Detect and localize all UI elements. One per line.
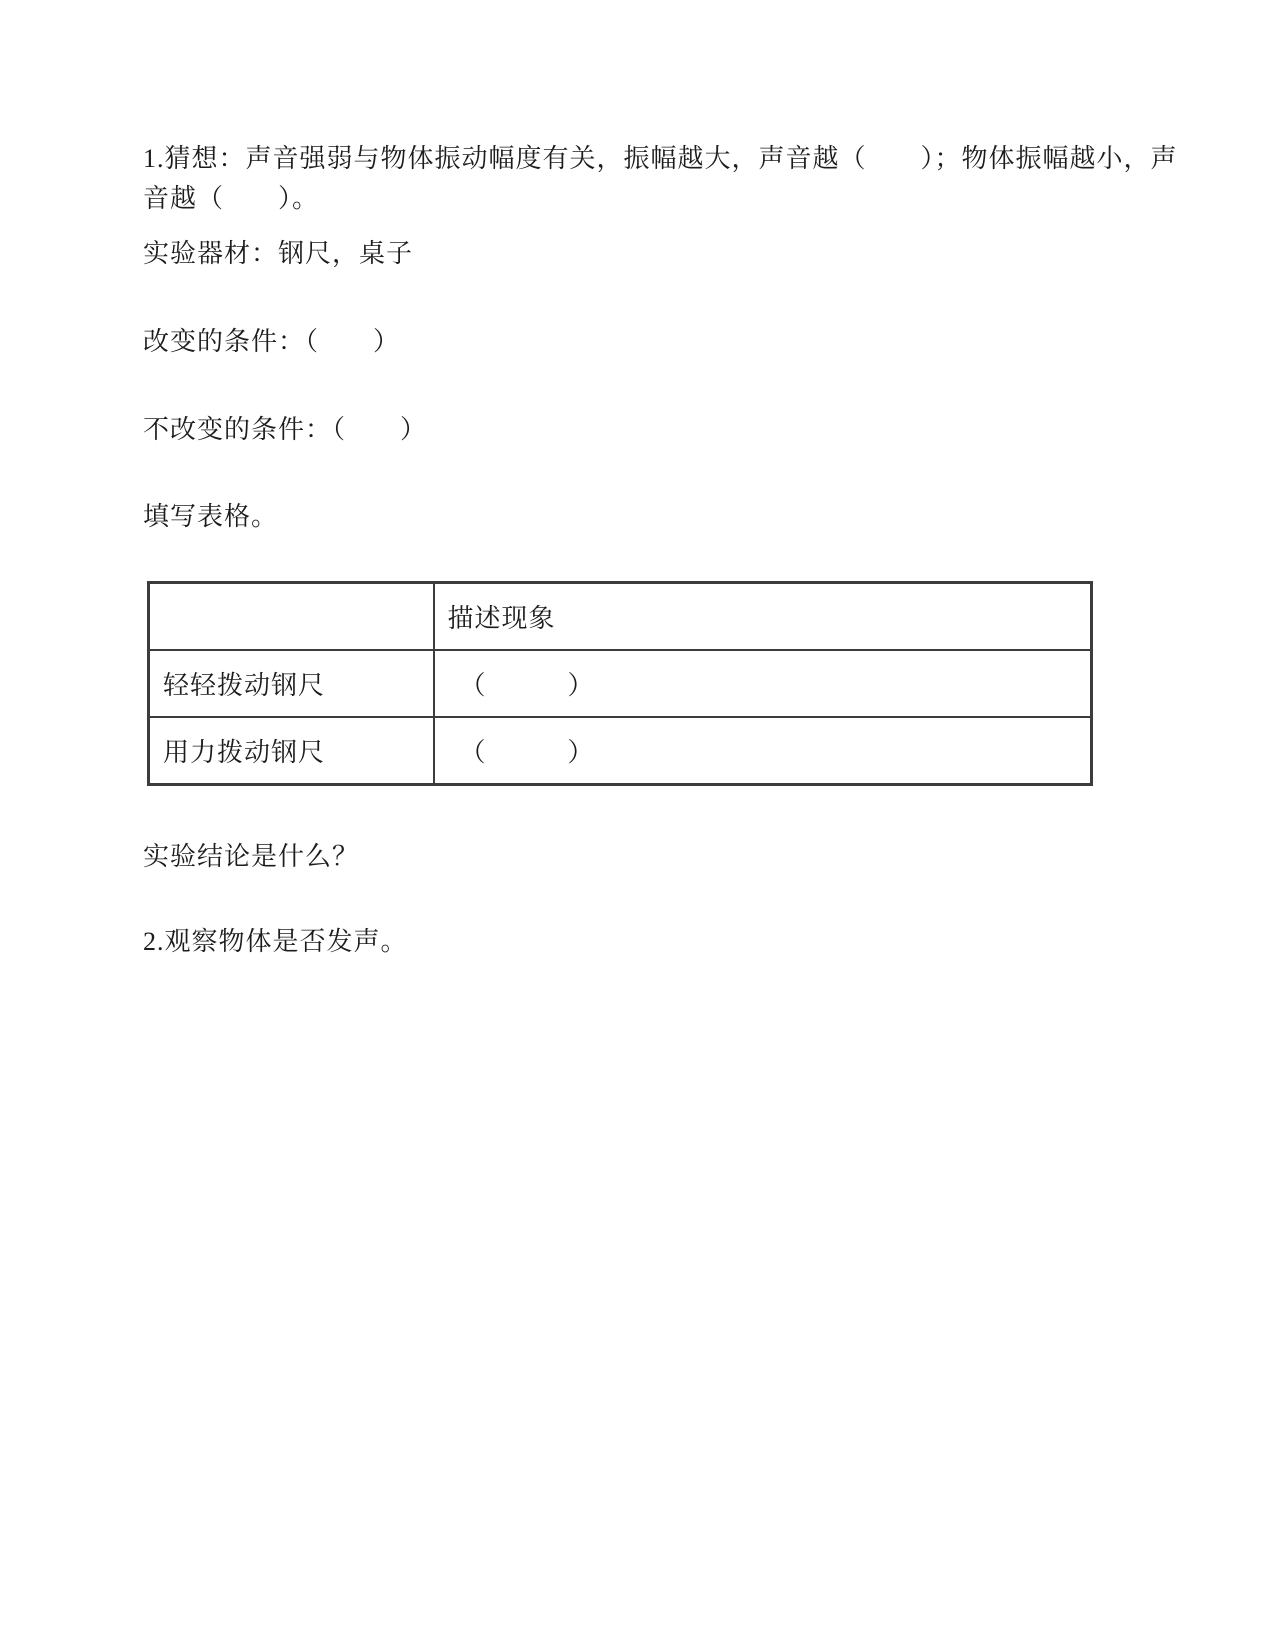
table-header-empty-cell (149, 583, 434, 651)
conclusion-question-text: 实验结论是什么？ (143, 842, 360, 871)
question2-text: 2.观察物体是否发声。 (143, 927, 408, 956)
table-header-describe-cell: 描述现象 (434, 583, 1092, 651)
fill-table-prompt: 填写表格。 (143, 502, 279, 531)
table-row (149, 650, 1092, 717)
changed-condition-text: 改变的条件：（ ） (143, 327, 401, 356)
table-header-row (149, 583, 1092, 651)
row-answer-blank: （ ） (434, 717, 1092, 785)
experiment-materials-text: 实验器材：钢尺，桌子 (143, 239, 414, 268)
question1-guess-line2: 音越（ ）。 (143, 184, 320, 213)
observation-table (147, 581, 1093, 786)
question1-guess-line1: 1.猜想：声音强弱与物体振动幅度有关，振幅越大，声音越（ ）；物体振幅越小，声 (143, 144, 1178, 173)
unchanged-condition-text: 不改变的条件：（ ） (143, 415, 428, 444)
row-label-hard-pluck: 用力拨动钢尺 (149, 717, 434, 785)
row-label-light-pluck: 轻轻拨动钢尺 (149, 650, 434, 717)
row-answer-blank: （ ） (434, 650, 1092, 717)
table-row (149, 717, 1092, 785)
